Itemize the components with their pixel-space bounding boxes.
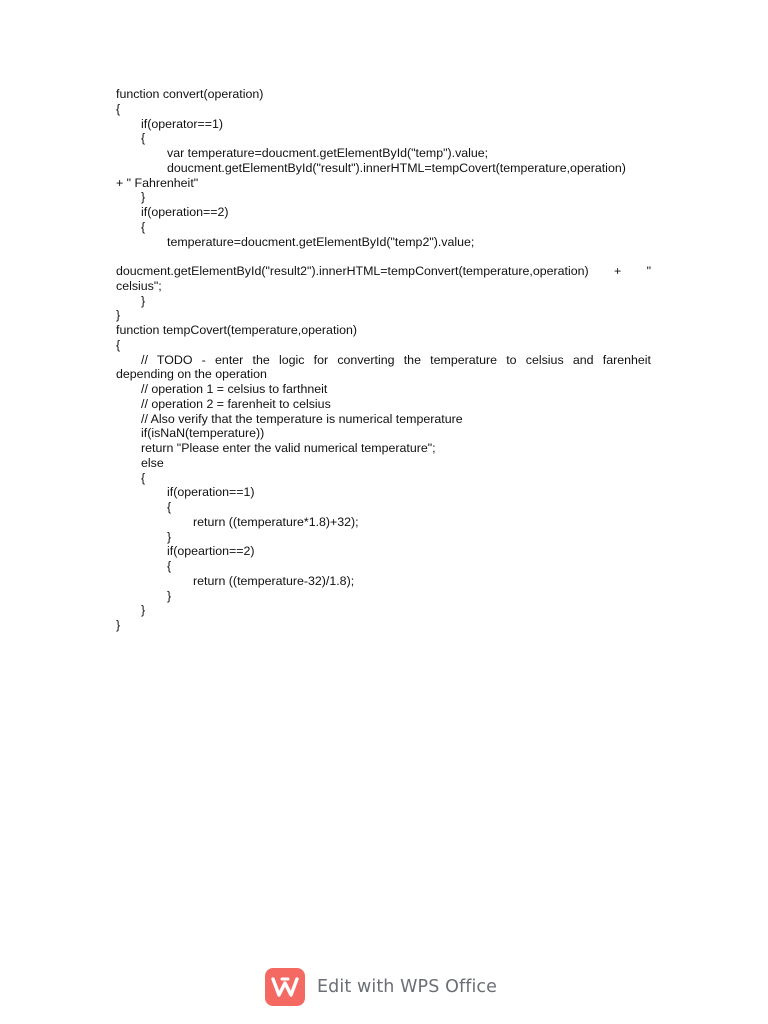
wps-edit-badge[interactable] [265,968,497,1006]
code-line: celsius"; [116,278,162,293]
code-line: } [167,529,172,544]
code-line: { [141,219,146,234]
code-line: depending on the operation [116,367,267,382]
code-line: else [141,455,164,470]
code-line: return ((temperature-32)/1.8); [193,573,355,588]
code-line: doucment.getElementById("result2").innerHTML=tempConvert(temperature,operation) + " [116,264,651,278]
code-line: { [116,101,121,116]
code-line: if(operator==1) [141,116,223,131]
code-line: } [141,190,146,205]
code-line: { [141,131,146,146]
code-line: if(opeartion==2) [167,544,255,559]
code-line: + " Fahrenheit" [116,175,199,190]
blank-line [116,249,651,264]
code-line: { [116,337,121,352]
code-line: if(operation==1) [167,485,255,500]
code-line: function convert(operation) [116,87,264,101]
code-line: temperature=doucment.getElementById("temp2").value; [167,234,475,249]
code-line: return ((temperature*1.8)+32); [193,514,359,529]
code-line: } [141,293,146,308]
code-line: { [167,500,172,514]
code-line: if(isNaN(temperature)) [141,426,265,441]
code-line: { [141,470,146,485]
code-line: } [141,603,146,618]
code-line: } [116,618,121,632]
code-line: doucment.getElementById("result").innerHTML=tempCovert(temperature,operation) [167,160,626,175]
code-line: } [116,308,121,323]
wps-edit-label[interactable]: Edit with WPS Office [317,977,498,997]
code-line: function tempCovert(temperature,operation) [116,323,358,337]
code-line: // operation 1 = celsius to farthneit [141,382,328,396]
wps-w-glyph-icon [271,975,299,999]
code-line: return "Please enter the valid numerical temperature"; [141,441,436,455]
document-body [116,87,651,633]
wps-office-logo-icon [265,968,305,1006]
code-line: } [167,588,172,603]
code-line: var temperature=doucment.getElementById("temp").value; [167,146,489,160]
code-line: { [167,559,172,573]
code-line: if(operation==2) [141,205,229,219]
code-line: // TODO - enter the logic for converting the temperature to celsius and farenheit [141,352,651,367]
code-line: // operation 2 = farenheit to celsius [141,396,331,411]
code-line: // Also verify that the temperature is numerical temperature [141,411,463,426]
